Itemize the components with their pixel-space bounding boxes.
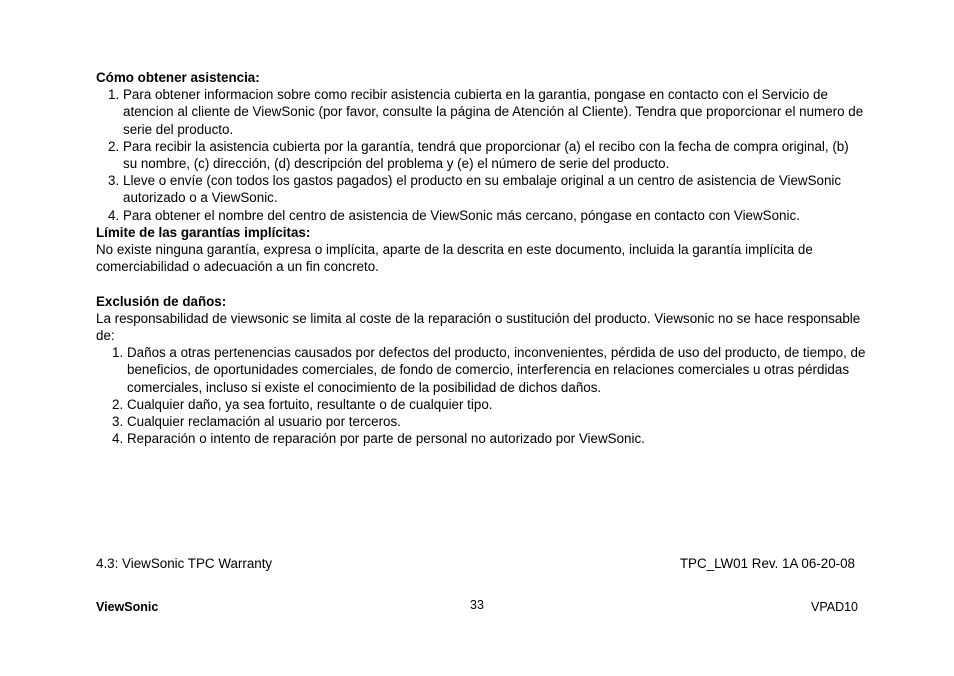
section-heading-damages: Exclusión de daños:: [96, 293, 227, 309]
list-item: [96, 172, 866, 206]
list-item-text: Reparación o intento de reparación por parte de personal no autorizado por ViewSonic.: [127, 431, 645, 447]
footer-revision: TPC_LW01 Rev. 1A 06-20-08: [679, 556, 855, 571]
list-item: [96, 86, 866, 138]
list-number: 3.: [112, 414, 124, 430]
page-number: 33: [470, 598, 484, 612]
list-item: [96, 207, 866, 224]
list-item-text: Lleve o envíe (con todos los gastos pagados) el producto en su embalaje original a un centro de asistencia de ViewSonic autorizado o a ViewSonic.: [123, 173, 842, 206]
list-number: 1.: [108, 87, 120, 103]
list-item-text: Cualquier daño, ya sea fortuito, resultante o de cualquier tipo.: [127, 396, 493, 412]
list-item-text: Cualquier reclamación al usuario por terceros.: [127, 414, 401, 430]
list-item-text: Para obtener informacion sobre como recibir asistencia cubierta en la garantia, pongase en contacto con el Servicio de atencion al cliente de ViewSonic (por favor, consulte la página de Atención al Cliente). Tendra que proporcionar el numero de serie del producto.: [123, 87, 864, 137]
list-number: 3.: [108, 173, 120, 189]
list-item: [96, 413, 866, 430]
list-item: [96, 430, 866, 447]
spacer: [96, 275, 866, 292]
footer-section-ref: 4.3: ViewSonic TPC Warranty: [96, 556, 273, 571]
list-item-text: Para obtener el nombre del centro de asistencia de ViewSonic más cercano, póngase en contacto con ViewSonic.: [123, 207, 800, 223]
list-number: 4.: [112, 431, 124, 447]
list-number: 1.: [112, 345, 124, 361]
list-item-text: Daños a otras pertenencias causados por defectos del producto, inconvenientes, pérdida de uso del producto, de tiempo, de beneficios, de oportunidades comerciales, de fondo de comercio, interferencia en relaciones comerciales u otras pérdidas comerciales, incluso si existe el conocimiento de la posibilidad de dichos daños.: [127, 345, 866, 395]
footer-model: VPAD10: [810, 600, 858, 614]
section-heading-assistance: Cómo obtener asistencia:: [96, 70, 260, 85]
list-item-text: Para recibir la asistencia cubierta por la garantía, tendrá que proporcionar (a) el recibo con la fecha de compra original, (b) su nombre, (c) dirección, (d) descripción del problema y (e) el número de serie del producto.: [123, 138, 849, 172]
list-number: 2.: [108, 138, 120, 154]
footer-brand: ViewSonic: [96, 600, 159, 614]
list-number: 2.: [112, 396, 124, 412]
list-number: 4.: [108, 207, 120, 223]
implied-warranties-text: No existe ninguna garantía, expresa o implícita, aparte de la descrita en este documento, incluida la garantía implícita de comerciabilidad o adecuación a un fin concreto.: [96, 242, 813, 275]
damages-intro-text: La responsabilidad de viewsonic se limita al coste de la reparación o sustitución del producto. Viewsonic no se hace responsable de:: [96, 310, 861, 344]
list-item: [96, 138, 866, 172]
damages-list: [96, 344, 866, 447]
assistance-list: [96, 86, 866, 224]
document-body: [96, 69, 866, 447]
list-item: [96, 396, 866, 413]
section-heading-implied-warranties: Límite de las garantías implícitas:: [96, 224, 311, 240]
list-item: [96, 344, 866, 396]
